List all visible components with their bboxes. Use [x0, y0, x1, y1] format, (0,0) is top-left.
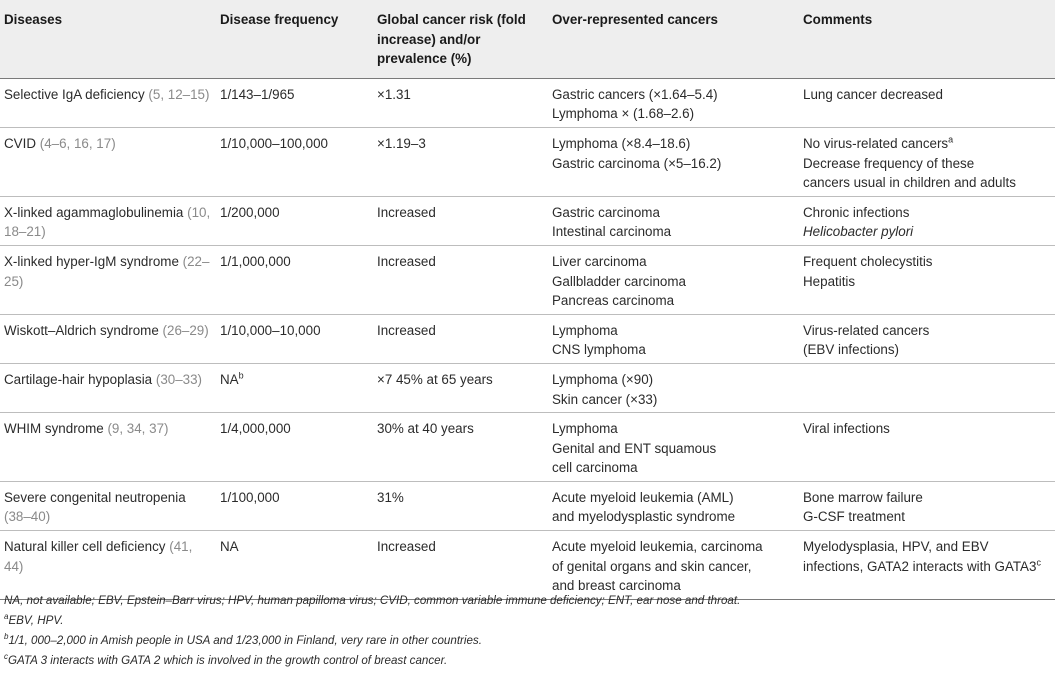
table-header-row	[0, 0, 1055, 78]
cancer-line: Gallbladder carcinoma	[552, 273, 686, 289]
cell-disease	[0, 78, 216, 127]
cell-disease	[0, 245, 216, 314]
comment-line	[803, 173, 1051, 193]
table-row	[0, 531, 1055, 600]
cell-comments	[799, 363, 1055, 412]
cell-disease	[0, 196, 216, 245]
disease-name: Natural killer cell deficiency	[4, 539, 166, 555]
disease-name: Wiskott–Aldrich syndrome	[4, 322, 159, 338]
table-body	[0, 78, 1055, 599]
cell-over-represented-cancers	[548, 531, 799, 600]
disease-references: (9, 34, 37)	[107, 421, 169, 437]
cancer-line: Pancreas carcinoma	[552, 293, 675, 309]
footnote-c-text: GATA 3 interacts with GATA 2 which is involved in the growth control of breast cancer.	[8, 654, 448, 667]
cell-frequency	[216, 531, 373, 600]
table-row	[0, 78, 1055, 127]
comment-line	[803, 340, 1051, 360]
comment-text: cancers usual in children and adults	[803, 175, 1016, 191]
frequency-value: 1/200,000	[220, 204, 280, 220]
cancer-line: Intestinal carcinoma	[552, 224, 672, 240]
cell-disease	[0, 531, 216, 600]
comment-text: Lung cancer decreased	[803, 86, 943, 102]
cancer-line: Acute myeloid leukemia (AML)	[552, 489, 734, 505]
cell-comments	[799, 78, 1055, 127]
cell-cancer-risk: ×7 45% at 65 years	[373, 363, 548, 412]
disease-references: (5, 12–15)	[148, 86, 210, 102]
cancer-line: Skin cancer (×33)	[552, 391, 658, 407]
disease-name: Selective IgA deficiency	[4, 86, 145, 102]
comment-line	[803, 419, 1051, 439]
cancer-line: Lymphoma (×8.4–18.6)	[552, 135, 691, 151]
comment-footnote-mark: a	[948, 134, 954, 145]
footnote-c	[4, 651, 1049, 671]
footnote-c-mark: c	[4, 652, 8, 662]
cancer-line: Gastric cancers (×1.64–5.4)	[552, 86, 718, 102]
cell-cancer-risk: ×1.19–3	[373, 127, 548, 196]
comment-line	[803, 222, 1051, 242]
cancer-line: of genital organs and skin cancer,	[552, 558, 752, 574]
frequency-value: 1/143–1/965	[220, 86, 295, 102]
cancer-line: Lymphoma × (1.68–2.6)	[552, 106, 695, 122]
cell-disease	[0, 314, 216, 363]
comment-text: Frequent cholecystitis	[803, 253, 933, 269]
footnote-a	[4, 611, 1049, 631]
frequency-value: 1/1,000,000	[220, 253, 291, 269]
cancer-line: Gastric carcinoma (×5–16.2)	[552, 155, 722, 171]
cell-frequency	[216, 196, 373, 245]
cancer-line: and breast carcinoma	[552, 578, 681, 594]
cell-disease	[0, 481, 216, 530]
cell-frequency	[216, 481, 373, 530]
footnote-b-text: 1/1, 000–2,000 in Amish people in USA and 1/23,000 in Finland, very rare in other countries.	[8, 634, 482, 647]
cell-frequency	[216, 363, 373, 412]
cell-comments	[799, 413, 1055, 482]
comment-line	[803, 537, 1051, 557]
comment-footnote-mark: c	[1036, 557, 1041, 568]
header-comments: Comments	[799, 0, 1055, 78]
disease-name: X-linked hyper-IgM syndrome	[4, 253, 179, 269]
cell-over-represented-cancers	[548, 245, 799, 314]
table-row	[0, 481, 1055, 530]
comment-text: Hepatitis	[803, 273, 856, 289]
comment-line	[803, 488, 1051, 508]
cell-comments	[799, 196, 1055, 245]
cell-over-represented-cancers	[548, 314, 799, 363]
disease-references: (30–33)	[155, 371, 203, 387]
cancer-line: and myelodysplastic syndrome	[552, 509, 736, 525]
footnote-a-text: EBV, HPV.	[8, 614, 64, 627]
cell-over-represented-cancers	[548, 363, 799, 412]
comment-line	[803, 507, 1051, 527]
cancer-line: Lymphoma	[552, 322, 618, 338]
header-global-cancer-risk: Global cancer risk (fold increase) and/or prevalence (%)	[373, 0, 548, 78]
cell-frequency	[216, 127, 373, 196]
disease-name: WHIM syndrome	[4, 421, 104, 437]
cancer-line: Lymphoma	[552, 421, 618, 437]
disease-references: (10, 18–21)	[4, 204, 211, 240]
disease-name: Cartilage-hair hypoplasia	[4, 371, 153, 387]
table-row	[0, 245, 1055, 314]
comment-line	[803, 321, 1051, 341]
cell-cancer-risk: Increased	[373, 245, 548, 314]
disease-references: (41, 44)	[4, 539, 193, 574]
cell-over-represented-cancers	[548, 127, 799, 196]
cell-comments	[799, 481, 1055, 530]
disease-references: (22–25)	[4, 253, 210, 289]
cell-disease	[0, 413, 216, 482]
comment-text: No virus-related cancers	[803, 135, 949, 151]
cell-comments	[799, 127, 1055, 196]
cell-frequency	[216, 314, 373, 363]
comment-text: Chronic infections	[803, 204, 910, 220]
cell-over-represented-cancers	[548, 413, 799, 482]
comment-text: Helicobacter pylori	[803, 224, 914, 240]
frequency-footnote-mark: b	[238, 370, 244, 381]
cancer-line: Liver carcinoma	[552, 253, 647, 269]
frequency-value: NA	[220, 539, 239, 555]
cancer-line: CNS lymphoma	[552, 342, 646, 358]
disease-name: X-linked agammaglobulinemia	[4, 204, 184, 220]
cell-frequency	[216, 245, 373, 314]
table-row	[0, 127, 1055, 196]
cancer-line: Gastric carcinoma	[552, 204, 660, 220]
frequency-value: 1/100,000	[220, 489, 280, 505]
cell-comments	[799, 314, 1055, 363]
frequency-value: NA	[220, 371, 239, 387]
cell-frequency	[216, 78, 373, 127]
table-footnotes	[4, 591, 1049, 671]
cell-frequency	[216, 413, 373, 482]
cancer-line: cell carcinoma	[552, 460, 638, 476]
comment-line	[803, 203, 1051, 223]
footnote-a-mark: a	[4, 612, 9, 622]
cell-cancer-risk: 30% at 40 years	[373, 413, 548, 482]
frequency-value: 1/10,000–10,000	[220, 322, 321, 338]
comment-line	[803, 557, 1051, 577]
comment-line	[803, 252, 1051, 272]
comment-line	[803, 134, 1051, 154]
table-row	[0, 314, 1055, 363]
frequency-value: 1/10,000–100,000	[220, 135, 328, 151]
cell-cancer-risk: Increased	[373, 531, 548, 600]
cell-cancer-risk: Increased	[373, 196, 548, 245]
disease-references: (4–6, 16, 17)	[39, 135, 116, 151]
cancer-line: Acute myeloid leukemia, carcinoma	[552, 539, 763, 555]
cell-comments	[799, 531, 1055, 600]
frequency-value: 1/4,000,000	[220, 421, 291, 437]
table-row	[0, 363, 1055, 412]
disease-name: Severe congenital neutropenia	[4, 489, 186, 505]
comment-text: infections, GATA2 interacts with GATA3	[803, 558, 1037, 574]
cell-over-represented-cancers	[548, 196, 799, 245]
disease-name: CVID	[4, 135, 36, 151]
disease-references: (38–40)	[4, 509, 51, 525]
footnote-b-mark: b	[4, 632, 9, 642]
footnote-abbreviations: NA, not available; EBV, Epstein–Barr virus; HPV, human papilloma virus; CVID, common variable immune deficiency; ENT, ear nose and throat.	[4, 594, 741, 607]
cell-comments	[799, 245, 1055, 314]
comment-line	[803, 272, 1051, 292]
comment-text: Bone marrow failure	[803, 489, 923, 505]
header-diseases: Diseases	[0, 0, 216, 78]
comment-line	[803, 85, 1051, 105]
cell-disease	[0, 127, 216, 196]
comment-text: Viral infections	[803, 421, 890, 437]
cell-cancer-risk: 31%	[373, 481, 548, 530]
cell-over-represented-cancers	[548, 481, 799, 530]
comment-text: Virus-related cancers	[803, 322, 930, 338]
comment-line	[803, 154, 1051, 174]
comment-text: Decrease frequency of these	[803, 155, 975, 171]
cell-cancer-risk: Increased	[373, 314, 548, 363]
cell-cancer-risk: ×1.31	[373, 78, 548, 127]
cell-over-represented-cancers	[548, 78, 799, 127]
table-row	[0, 196, 1055, 245]
comment-text: (EBV infections)	[803, 342, 900, 358]
cancer-line: Lymphoma (×90)	[552, 371, 654, 387]
comment-text: Myelodysplasia, HPV, and EBV	[803, 539, 989, 555]
header-over-represented-cancers: Over-represented cancers	[548, 0, 799, 78]
footnote-b	[4, 631, 1049, 651]
cell-disease	[0, 363, 216, 412]
header-disease-frequency: Disease frequency	[216, 0, 373, 78]
cancer-line: Genital and ENT squamous	[552, 440, 717, 456]
table-row	[0, 413, 1055, 482]
disease-references: (26–29)	[162, 322, 209, 338]
comment-text: G-CSF treatment	[803, 509, 905, 525]
